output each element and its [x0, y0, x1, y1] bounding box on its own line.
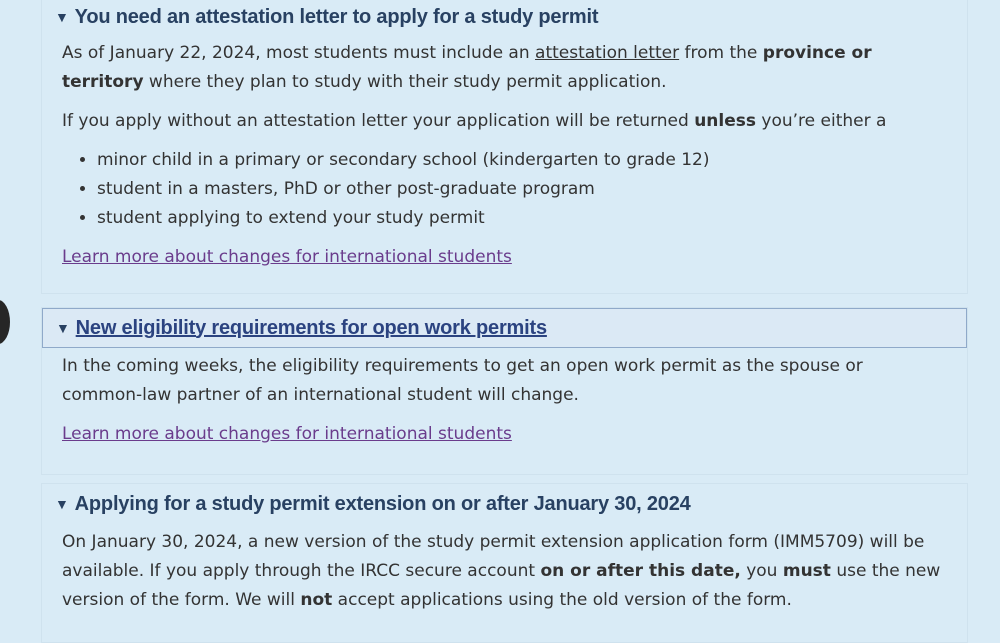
triangle-down-icon: ▼ [55, 496, 69, 512]
text: you [740, 561, 783, 581]
paragraph [62, 39, 947, 97]
details-content [42, 35, 967, 272]
bold-text: not [300, 590, 333, 610]
text: As of January 22, 2024, most students must include an [62, 43, 536, 63]
summary-study-permit-extension[interactable] [42, 484, 967, 524]
summary-title: You need an attestation letter to apply for a study permit [74, 5, 599, 28]
text: On January 30, 2024, a new version of the study permit extension application form (IMM5709) will be available. If you apply through the IRCC secure account [62, 532, 925, 581]
floating-button[interactable] [0, 300, 10, 344]
summary-title: New eligibility requirements for open work permits [75, 316, 547, 339]
paragraph: In the coming weeks, the eligibility requirements to get an open work permit as the spouse or common-law partner of an international student will change. [62, 356, 863, 405]
summary-open-work-permits[interactable] [42, 308, 967, 348]
text: from the [679, 43, 763, 63]
text: use the new version of the form. We will [62, 561, 941, 610]
bold-text: unless [694, 111, 756, 131]
paragraph [62, 528, 947, 615]
details-attestation-letter [41, 0, 968, 294]
details-content [42, 524, 967, 615]
text: accept applications using the old version of the form. [332, 590, 792, 610]
details-open-work-permits [41, 307, 968, 475]
details-content [42, 348, 967, 449]
learn-more-link[interactable]: Learn more about changes for international students [62, 247, 512, 267]
summary-attestation-letter[interactable] [42, 0, 967, 35]
summary-title: Applying for a study permit extension on or after January 30, 2024 [74, 492, 691, 515]
bold-text: province or territory [62, 43, 872, 92]
text: where they plan to study with their study permit application. [143, 72, 667, 92]
text: you’re either a [756, 111, 887, 131]
details-study-permit-extension [41, 483, 968, 643]
triangle-down-icon: ▼ [56, 320, 70, 336]
text: If you apply without an attestation letter your application will be returned [62, 111, 695, 131]
bold-text: must [782, 561, 831, 581]
list-item: • student applying to extend your study permit [97, 204, 947, 233]
learn-more-link[interactable]: Learn more about changes for international students [62, 424, 512, 444]
triangle-down-icon: ▼ [55, 9, 69, 25]
attestation-letter-link[interactable]: attestation letter [535, 43, 680, 63]
paragraph [62, 107, 947, 136]
list-item: • minor child in a primary or secondary school (kindergarten to grade 12) [97, 146, 947, 175]
bold-text: on or after this date, [540, 561, 741, 581]
list-item: • student in a masters, PhD or other post-graduate program [97, 175, 947, 204]
bullet-list [62, 146, 947, 233]
